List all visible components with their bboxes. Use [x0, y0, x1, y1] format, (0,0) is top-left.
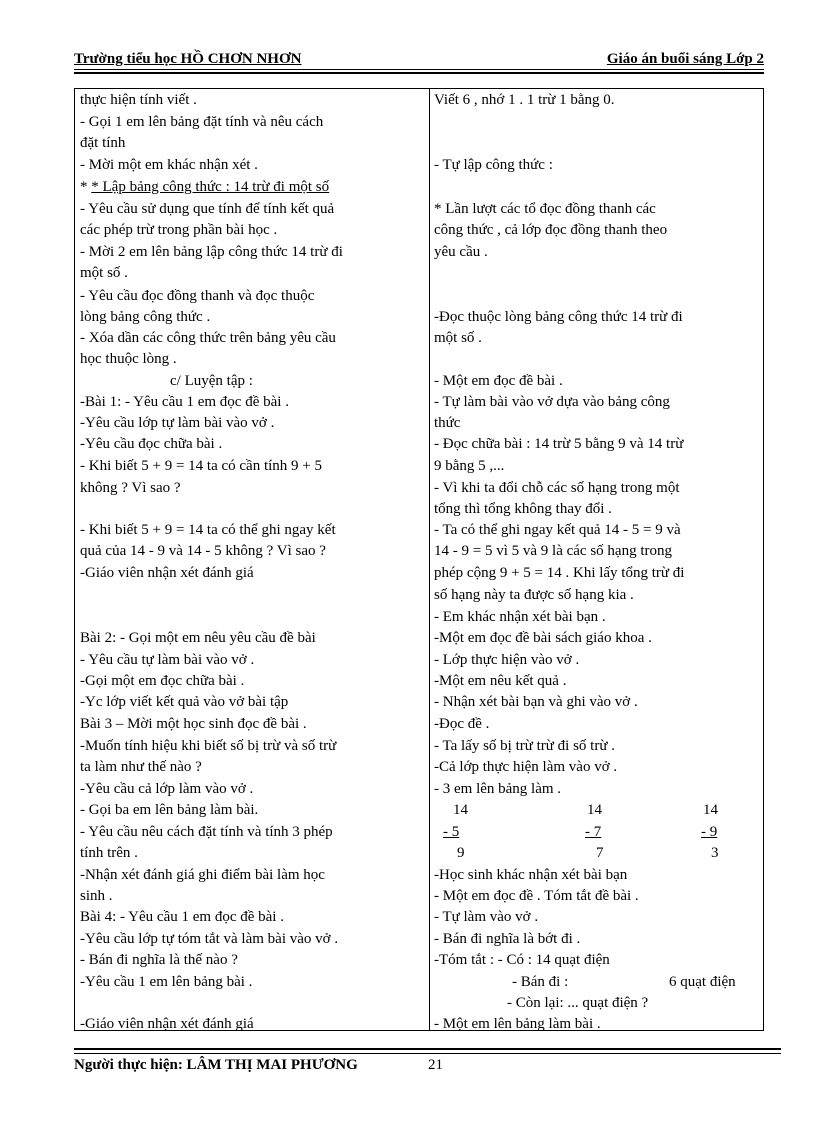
teacher-line: một số . — [80, 265, 128, 281]
student-line: - Nhận xét bài bạn và ghi vào vở . — [434, 694, 638, 710]
student-line: tổng thì tổng không thay đổi . — [434, 501, 612, 517]
student-line: - Một em lên bảng làm bài . — [434, 1016, 601, 1032]
student-line: thức — [434, 415, 461, 431]
student-line: -Đọc thuộc lòng bảng công thức 14 trừ đi — [434, 309, 683, 325]
teacher-line: -Muốn tính hiệu khi biết số bị trừ và số trừ — [80, 738, 337, 754]
section-heading-text: * Lập bảng công thức : 14 trừ đi một số — [91, 179, 330, 195]
student-line: - Ta lấy số bị trừ trừ đi số trừ . — [434, 738, 615, 754]
teacher-line: -Yêu cầu 1 em lên bảng bài . — [80, 974, 253, 990]
student-line: - Còn lại: ... quạt điện ? — [507, 995, 649, 1011]
teacher-line: - Mời 2 em lên bảng lập công thức 14 trừ đi — [80, 244, 343, 260]
teacher-line: thực hiện tính viết . — [80, 92, 197, 108]
teacher-line: -Yêu cầu cả lớp làm vào vở . — [80, 781, 254, 797]
teacher-line: -Yêu cầu lớp tự làm bài vào vở . — [80, 415, 275, 431]
teacher-line: - Gọi 1 em lên bảng đặt tính và nêu cách — [80, 114, 324, 130]
student-line: -Tóm tắt : - Có : 14 quạt điện — [434, 952, 610, 968]
teacher-line: -Nhận xét đánh giá ghi điểm bài làm học — [80, 867, 325, 883]
student-line: - Đọc chữa bài : 14 trừ 5 bằng 9 và 14 trừ — [434, 436, 684, 452]
subtraction-3-minuend: 14 — [703, 802, 718, 818]
teacher-line: -Yc lớp viết kết quả vào vở bài tập — [80, 694, 289, 710]
teacher-line: - Khi biết 5 + 9 = 14 ta có thể ghi ngay kết — [80, 522, 336, 538]
subtraction-2-subtrahend: - 7 — [585, 824, 602, 840]
lesson-table — [74, 88, 764, 1031]
lesson-plan-title: Giáo án buổi sáng Lớp 2 — [606, 51, 764, 67]
teacher-line: - Gọi ba em lên bảng làm bài. — [80, 802, 259, 818]
teacher-line: các phép trừ trong phần bài học . — [80, 222, 278, 238]
teacher-line: học thuộc lòng . — [80, 351, 177, 367]
student-line: Viết 6 , nhớ 1 . 1 trừ 1 bằng 0. — [434, 92, 615, 108]
student-line: 14 - 9 = 5 vì 5 và 9 là các số hạng trong — [434, 543, 672, 559]
teacher-line: - Mời một em khác nhận xét . — [80, 157, 258, 173]
teacher-line: đặt tính — [80, 135, 126, 151]
teacher-line: Bài 2: - Gọi một em nêu yêu cầu đề bài — [80, 630, 316, 646]
teacher-line: - Yêu cầu đọc đồng thanh và đọc thuộc — [80, 288, 315, 304]
column-divider — [429, 89, 430, 1030]
teacher-line: - Yêu cầu tự làm bài vào vở . — [80, 652, 255, 668]
student-line: - Bán đi : — [512, 974, 569, 990]
teacher-line: -Gọi một em đọc chữa bài . — [80, 673, 245, 689]
subtraction-3-result: 3 — [711, 845, 719, 861]
student-line: -Đọc đề . — [434, 716, 490, 732]
student-line: -Học sinh khác nhận xét bài bạn — [434, 867, 628, 883]
teacher-line: không ? Vì sao ? — [80, 480, 181, 496]
student-line: -Cả lớp thực hiện làm vào vở . — [434, 759, 618, 775]
teacher-line: -Yêu cầu lớp tự tóm tắt và làm bài vào vở . — [80, 931, 339, 947]
subtraction-3-subtrahend: - 9 — [701, 824, 718, 840]
student-line: - 3 em lên bảng làm . — [434, 781, 562, 797]
teacher-line: -Giáo viên nhận xét đánh giá — [80, 565, 254, 581]
student-line: - Một em đọc đề . Tóm tắt đề bài . — [434, 888, 639, 904]
subtraction-2-minuend: 14 — [587, 802, 602, 818]
student-line: công thức , cả lớp đọc đồng thanh theo — [434, 222, 668, 238]
teacher-line: - Khi biết 5 + 9 = 14 ta có cần tính 9 + 5 — [80, 458, 322, 474]
student-line: số hạng này ta được số hạng kia . — [434, 587, 634, 603]
teacher-line: Bài 3 – Mời một học sinh đọc đề bài . — [80, 716, 307, 732]
header-rule — [74, 69, 764, 70]
student-line: một số . — [434, 330, 482, 346]
teacher-line: tính trên . — [80, 845, 138, 861]
page-header — [74, 51, 764, 69]
subtraction-2-result: 7 — [596, 845, 604, 861]
teacher-line: lòng bảng công thức . — [80, 309, 211, 325]
section-heading: c/ Luyện tập : — [170, 373, 253, 389]
student-line: phép cộng 9 + 5 = 14 . Khi lấy tổng trừ đi — [434, 565, 685, 581]
teacher-line: -Yêu cầu đọc chữa bài . — [80, 436, 223, 452]
student-line: - Một em đọc đề bài . — [434, 373, 563, 389]
teacher-line: - Bán đi nghĩa là thế nào ? — [80, 952, 238, 968]
student-line: -Một em đọc đề bài sách giáo khoa . — [434, 630, 652, 646]
teacher-line: -Giáo viên nhận xét đánh giá — [80, 1016, 254, 1032]
footer-rule-thin — [74, 1053, 781, 1054]
student-line: - Tự làm bài vào vở dựa vào bảng công — [434, 394, 670, 410]
teacher-line: - Yêu cầu sử dụng que tính để tính kết quả — [80, 201, 335, 217]
student-line: - Em khác nhận xét bài bạn . — [434, 609, 606, 625]
teacher-line: - Xóa dần các công thức trên bảng yêu cầu — [80, 330, 336, 346]
teacher-line: -Bài 1: - Yêu cầu 1 em đọc đề bài . — [80, 394, 289, 410]
school-name: Trường tiểu học HỒ CHƠN NHƠN — [74, 51, 302, 67]
teacher-line: sinh . — [80, 888, 113, 904]
subtraction-1-minuend: 14 — [453, 802, 468, 818]
teacher-line: Bài 4: - Yêu cầu 1 em đọc đề bài . — [80, 909, 284, 925]
student-line: - Ta có thể ghi ngay kết quả 14 - 5 = 9 và — [434, 522, 681, 538]
student-line: * Lần lượt các tổ đọc đồng thanh các — [434, 201, 656, 217]
student-line: - Lớp thực hiện vào vở . — [434, 652, 580, 668]
student-line: - Tự lập công thức : — [434, 157, 553, 173]
header-rule-thick — [74, 72, 764, 74]
teacher-line: - Yêu cầu nêu cách đặt tính và tính 3 phép — [80, 824, 333, 840]
student-line: - Vì khi ta đổi chỗ các số hạng trong một — [434, 480, 680, 496]
section-heading: * * Lập bảng công thức : 14 trừ đi một số — [80, 179, 330, 195]
page-number: 21 — [428, 1057, 443, 1073]
teacher-line: ta làm như thế nào ? — [80, 759, 202, 775]
subtraction-1-subtrahend: - 5 — [443, 824, 460, 840]
student-line: - Tự làm vào vở . — [434, 909, 539, 925]
author-line: Người thực hiện: LÂM THỊ MAI PHƯƠNG — [74, 1057, 358, 1073]
footer-rule — [74, 1048, 781, 1050]
teacher-line: quả của 14 - 9 và 14 - 5 không ? Vì sao ? — [80, 543, 326, 559]
student-line: 9 bằng 5 ,... — [434, 458, 505, 474]
student-line: 6 quạt điện — [669, 974, 736, 990]
student-line: - Bán đi nghĩa là bớt đi . — [434, 931, 581, 947]
student-line: -Một em nêu kết quả . — [434, 673, 567, 689]
subtraction-1-result: 9 — [457, 845, 465, 861]
student-line: yêu cầu . — [434, 244, 488, 260]
